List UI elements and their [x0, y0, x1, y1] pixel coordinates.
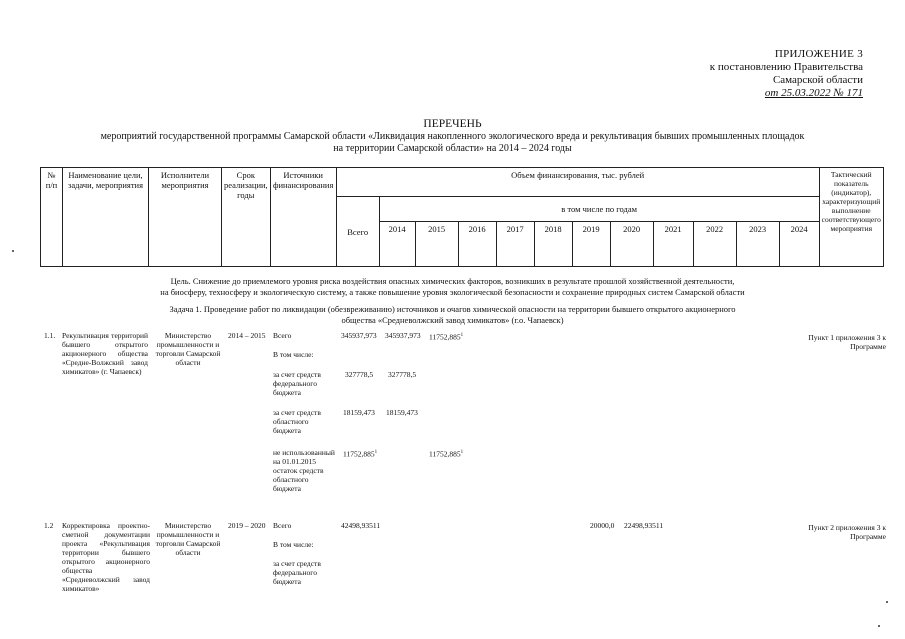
- doc-subtitle-line1: мероприятий государственной программы Самарской области «Ликвидация накопленного экологического вреда и рекультивация бывших промышленных площадок: [100, 131, 805, 142]
- hdr-year-2019: 2019: [572, 222, 610, 267]
- hdr-year-2014: 2014: [379, 222, 415, 267]
- appendix-line3: Самарской области: [772, 74, 863, 86]
- doc-subtitle: [0, 131, 905, 155]
- doc-subtitle-line2: на территории Самарской области» на 2014 – 2024 годы: [333, 143, 572, 154]
- scan-speck: [886, 601, 888, 603]
- row2-no: 1.2: [44, 521, 54, 530]
- row1-rest-total-value: 11752,885: [343, 449, 375, 459]
- appendix-block: [710, 48, 863, 100]
- row2-exec: Министерство промышленности и торговли Самарской области: [155, 521, 221, 557]
- hdr-source: Источники финансирования: [270, 168, 336, 267]
- hdr-year-2016: 2016: [458, 222, 496, 267]
- hdr-year-2024: 2024: [779, 222, 819, 267]
- scan-speck: [12, 250, 14, 252]
- row2-term: 2019 – 2020: [228, 521, 266, 530]
- row1-src-fed-label: за счет средств федерального бюджета: [273, 370, 321, 397]
- row1-rest-total: [343, 448, 377, 459]
- hdr-year-2020: 2020: [610, 222, 653, 267]
- hdr-year-2015: 2015: [415, 222, 458, 267]
- task-line2: общества «Средневолжский завод химикатов» (г.о. Чапаевск): [341, 315, 564, 325]
- hdr-exec: Исполнители мероприятия: [149, 168, 222, 267]
- row2-name: Корректировка проектно-сметной документации проекта «Рекультивация территории бывшего открытого акционерного общества «Средневолжский завод химикатов»: [62, 521, 150, 593]
- hdr-year-2018: 2018: [534, 222, 572, 267]
- hdr-year-2023: 2023: [736, 222, 779, 267]
- row1-reg-total: 18159,473: [343, 408, 375, 417]
- hdr-no: № п/п: [41, 168, 63, 267]
- header-table: [40, 167, 884, 267]
- row1-total: 345937,973: [341, 331, 377, 340]
- row1-2015-value: 11752,885: [429, 332, 461, 342]
- row1-exec: Министерство промышленности и торговли Самарской области: [155, 331, 221, 367]
- row1-reg-2014: 18159,473: [386, 408, 418, 417]
- row1-src-reg-label: за счет средств областного бюджета: [273, 408, 321, 435]
- goal-line2: на биосферу, техносферу и экологическую систему, а также повышение уровня экологической безопасности и сохранение природных систем Самарской области: [160, 287, 745, 297]
- row1-2015: [429, 331, 463, 342]
- hdr-total: Всего: [336, 197, 379, 267]
- appendix-line2: к постановлению Правительства: [709, 61, 863, 73]
- row2-indicator: Пункт 2 приложения 3 к Программе: [808, 523, 886, 541]
- hdr-name: Наименование цели, задачи, мероприятия: [63, 168, 149, 267]
- hdr-term: Срок реализации, годы: [222, 168, 271, 267]
- row2-src-total-label: Всего: [273, 521, 292, 530]
- hdr-year-2022: 2022: [693, 222, 736, 267]
- row1-2015-footnote: 1: [460, 333, 464, 338]
- row1-rest-2015: [429, 448, 463, 459]
- row1-rest-total-footnote: 1: [374, 450, 378, 455]
- hdr-year-2021: 2021: [653, 222, 693, 267]
- doc-title: ПЕРЕЧЕНЬ: [423, 118, 482, 130]
- row1-2014: 345937,973: [385, 331, 421, 340]
- appendix-date: от 25.03.2022 № 171: [764, 87, 863, 99]
- row1-src-rest-label: не использованный на 01.01.2015 остаток средств областного бюджета: [273, 448, 335, 493]
- row1-term: 2014 – 2015: [228, 331, 266, 340]
- row1-fed-2014: 327778,5: [388, 370, 417, 379]
- row1-rest-2015-value: 11752,885: [429, 449, 461, 459]
- task-text: [0, 304, 905, 326]
- row1-src-total-label: Всего: [273, 331, 292, 340]
- hdr-indicator: Тактический показатель (индикатор), характеризующий выполнение соответствующего мероприятия: [819, 168, 883, 267]
- row1-src-incl-label: В том числе:: [273, 350, 314, 359]
- appendix-title: ПРИЛОЖЕНИЕ 3: [774, 48, 863, 60]
- row2-2020: 22498,93511: [624, 521, 664, 530]
- row1-rest-2015-footnote: 1: [460, 450, 464, 455]
- row2-src-fed-label: за счет средств федерального бюджета: [273, 559, 321, 586]
- row1-indicator: Пункт 1 приложения 3 к Программе: [808, 333, 886, 351]
- task-line1: Задача 1. Проведение работ по ликвидации (обезвреживанию) источников и очагов химической опасности на территории бывшего открытого акционерного: [169, 304, 736, 314]
- row1-no: 1.1.: [44, 331, 56, 340]
- hdr-year-2017: 2017: [496, 222, 534, 267]
- row1-fed-total: 327778,5: [345, 370, 374, 379]
- goal-line1: Цель. Снижение до приемлемого уровня риска воздействия опасных химических факторов, возникших в результате прошлой хозяйственной деятельности,: [170, 276, 735, 286]
- goal-text: [0, 276, 905, 298]
- row1-name: Рекультивация территорий бывшего открытого акционерного общества «Средне-Волжский завод химикатов» (г. Чапаевск): [62, 331, 148, 376]
- hdr-funding: Объем финансирования, тыс. рублей: [336, 168, 819, 197]
- hdr-by-years: в том числе по годам: [379, 197, 819, 222]
- row2-total: 42498,93511: [341, 521, 381, 530]
- scan-speck: [878, 625, 880, 627]
- row2-src-incl-label: В том числе:: [273, 540, 314, 549]
- row2-2019: 20000,0: [590, 521, 615, 530]
